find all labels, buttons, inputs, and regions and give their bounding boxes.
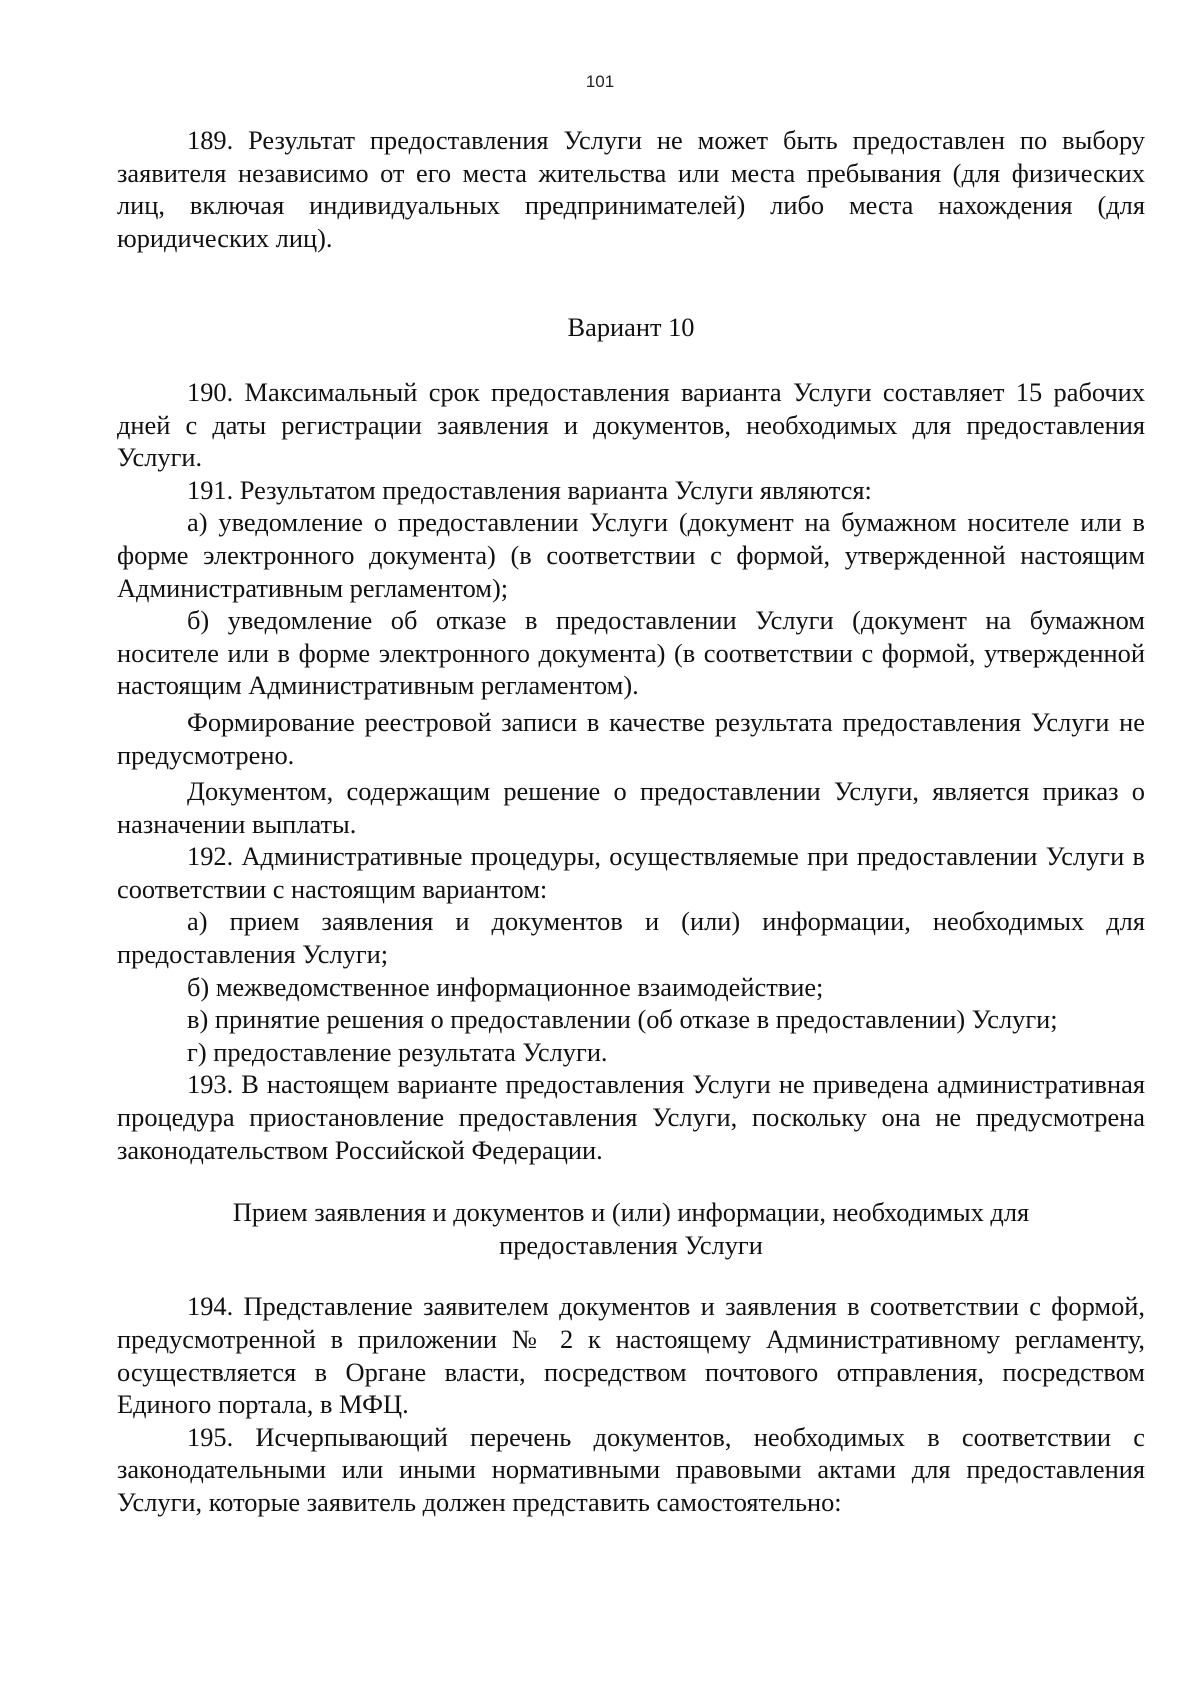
paragraph-192-d: г) предоставление результата Услуги. [187, 1036, 608, 1067]
section-heading-variant-10: Вариант 10 [567, 312, 695, 343]
spacer [117, 254, 1145, 311]
page-number: 101 [585, 72, 615, 91]
paragraph-189: 189. Результат предоставления Услуги не может быть предоставлен по выбору заявителя независимо от его места жительства или места пребывания (для физических лиц, включая индивидуальных предпринимателей) либо места нахождения (для юридических лиц). [117, 125, 1145, 253]
section-heading-reception-line-1: Прием заявления и документов и (или) информации, необходимых для [232, 1197, 1030, 1228]
paragraph-decision-document: Документом, содержащим решение о предоставлении Услуги, является приказ о назначении выплаты. [117, 776, 1145, 839]
paragraph-191-a: а) уведомление о предоставлении Услуги (документ на бумажном носителе или в форме электронного документа) (в соответствии с формой, утвержденной настоящим Административным регламентом); [117, 507, 1145, 603]
section-heading-reception-line-2: предоставления Услуги [499, 1229, 763, 1260]
spacer [117, 1166, 1145, 1196]
paragraph-192-a: а) прием заявления и документов и (или) информации, необходимых для предоставления Услуги; [117, 906, 1145, 970]
paragraph-194: 194. Представление заявителем документов и заявления в соответствии с формой, предусмотренной в приложении № 2 к настоящему Административному регламенту, осуществляется в Органе власти, посредством почтового отправления, посредством Единого портала, в МФЦ. [117, 1291, 1145, 1420]
paragraph-190: 190. Максимальный срок предоставления варианта Услуги составляет 15 рабочих дней с даты регистрации заявления и документов, необходимых для предоставления Услуги. [117, 376, 1145, 473]
paragraph-192: 192. Административные процедуры, осуществляемые при предоставлении Услуги в соответствии с настоящим вариантом: [117, 841, 1145, 904]
paragraph-191: 191. Результатом предоставления варианта Услуги являются: [187, 474, 872, 505]
spacer [117, 1261, 1145, 1290]
spacer [117, 344, 1145, 376]
paragraph-191-b: б) уведомление об отказе в предоставлении Услуги (документ на бумажном носителе или в форме электронного документа) (в соответствии с формой, утвержденной настоящим Административным регламентом). [117, 605, 1145, 701]
paragraph-192-c: в) принятие решения о предоставлении (об отказе в предоставлении) Услуги; [187, 1004, 1058, 1035]
paragraph-registry-record: Формирование реестровой записи в качестве результата предоставления Услуги не предусмотрено. [117, 706, 1145, 770]
page-content [117, 124, 1145, 1519]
paragraph-195: 195. Исчерпывающий перечень документов, необходимых в соответствии с законодательными или иными нормативными правовыми актами для предоставления Услуги, которые заявитель должен представить самостоятельно: [117, 1421, 1145, 1517]
paragraph-192-b: б) межведомственное информационное взаимодействие; [187, 971, 824, 1002]
paragraph-193: 193. В настоящем варианте предоставления Услуги не приведена административная процедура приостановление предоставления Услуги, поскольку она не предусмотрена законодательством Российской Федерации. [117, 1069, 1145, 1165]
